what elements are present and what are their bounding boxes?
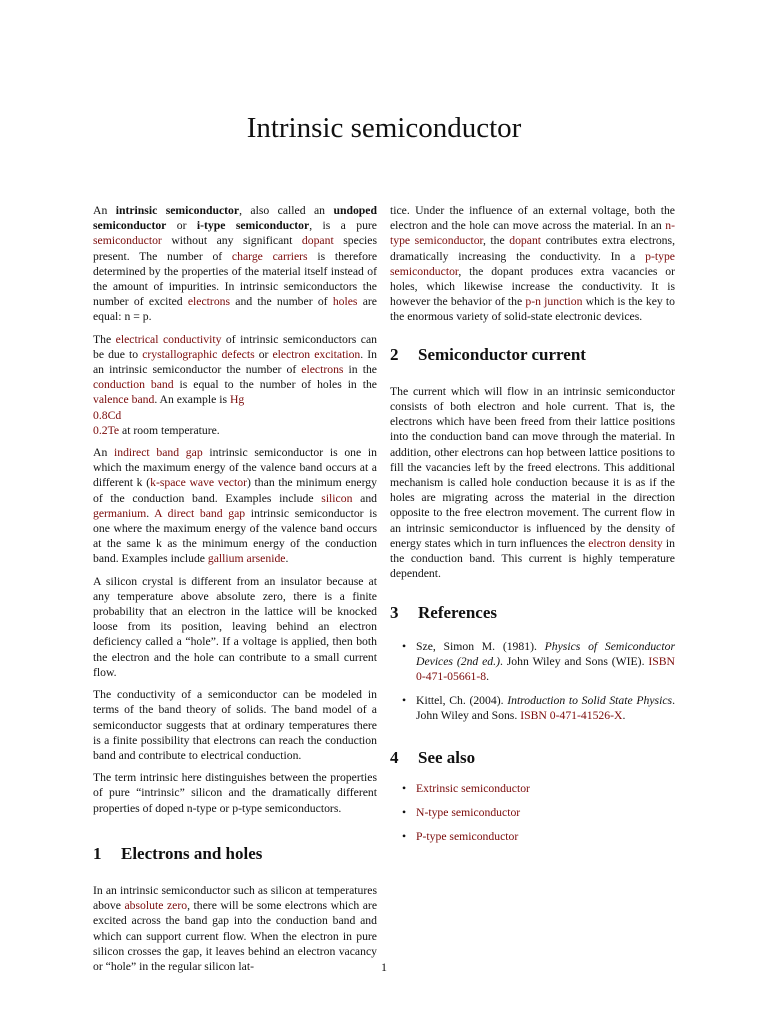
right-column [390,203,675,854]
link-electrical-conductivity[interactable]: electrical conductivity [115,332,222,346]
link-hg[interactable]: Hg [229,393,245,407]
link-absolute-zero[interactable]: absolute zero [124,899,188,913]
link-n-type-semiconductor[interactable]: N-type semiconductor [416,806,521,820]
link-conduction-band[interactable]: conduction band [93,378,174,392]
band-gap-paragraph: An indirect band gap intrinsic semiconductor is one in which the maximum energy of the valence band occurs at a different k (k-space wave vector) than the minimum energy of the conduction band. Examples include silicon and germanium. A direct band gap intrinsic semiconductor is one where the maximum energy of the valence band occurs at the same k as the minimum energy of the conduction band. Examples include gallium arsenide. [93,446,378,566]
see-also-list [390,781,675,845]
link-electron-density[interactable]: electron density [588,536,663,550]
reference-item: • Sze, Simon M. (1981). Physics of Semiconductor Devices (2nd ed.). John Wiley and Sons (WIE). ISBN 0-471-05661-8. [402,639,675,684]
link-holes[interactable]: holes [332,295,358,309]
section-heading-semiconductor-current: 2 Semiconductor current [390,344,586,364]
link-isbn[interactable]: ISBN 0-471-05661-8 [416,654,675,684]
link-charge-carriers[interactable]: charge carriers [231,249,308,263]
link-crystallographic-defects[interactable]: crystallographic defects [142,347,255,361]
link-dopant[interactable]: dopant [301,234,334,248]
bullet-icon: • [402,830,407,844]
link-electrons-2[interactable]: electrons [301,363,344,377]
link-valence-band[interactable]: valence band [93,393,155,407]
page-number: 1 [381,960,387,974]
link-isbn[interactable]: ISBN 0-471-41526-X [520,709,623,723]
section-heading-see-also: 4 See also [390,747,476,767]
document-title: Intrinsic semiconductor [246,112,522,144]
bullet-icon: • [402,781,407,795]
conductivity-paragraph: The electrical conductivity of intrinsic semiconductors can be due to crystallographic defects or electron excitation. In an intrinsic semiconductor the number of electrons in the conduction band is equal to the number of holes in the valence band. An example is Hg 0.8Cd 0.2Te at room temperature. [93,332,378,437]
bullet-icon: • [402,806,407,820]
link-cd[interactable]: 0.8Cd [93,408,122,422]
bullet-icon: • [402,694,407,708]
electrons-holes-paragraph: In an intrinsic semiconductor such as silicon at temperatures above absolute zero, there will be some electrons which are excited across the band gap into the conduction band and which can support current flow. When the electron in pure silicon crosses the gap, it leaves behind an electron vacancy or “hole” in the regular silicon lat- [93,883,378,973]
section-heading-electrons-holes: 1 Electrons and holes [93,843,263,863]
link-silicon[interactable]: silicon [321,491,353,505]
link-indirect-band-gap[interactable]: indirect band gap [113,446,203,460]
see-also-item [390,805,675,820]
link-extrinsic-semiconductor[interactable]: Extrinsic semiconductor [416,781,530,795]
intrinsic-term-paragraph: The term intrinsic here distinguishes between the properties of pure “intrinsic” silicon and the dramatically different properties of doped n-type or p-type semiconductors. [93,771,377,815]
see-also-item [390,829,675,844]
link-n-type[interactable]: n-type semiconductor [390,219,675,248]
link-electrons[interactable]: electrons [187,295,231,309]
bullet-icon: • [402,639,407,653]
silicon-crystal-paragraph: A silicon crystal is different from an insulator because at any temperature above absolute zero, there is a finite probability that an electron in the lattice will be knocked loose from its position, leaving behind an electron deficiency called a “hole”. If a voltage is applied, then both the electron and the hole can contribute to a small current flow. [93,574,377,679]
intro-paragraph: An intrinsic semiconductor, also called an undoped semiconductor or i-type semiconductor, is a pure semiconductor without any significant dopant species present. The number of charge carriers is therefore determined by the properties of the material itself instead of the amount of impurities. In intrinsic semiconductors the number of excited electrons and the number of holes are equal: n = p. [93,204,378,324]
band-model-paragraph: The conductivity of a semiconductor can be modeled in terms of the band theory of solids. The band model of a semiconductor suggests that at ordinary temperatures there is a finite possibility that electrons can reach the conduction band and contribute to electrical conduction. [93,688,377,762]
link-p-type-semiconductor[interactable]: P-type semiconductor [416,830,519,844]
link-dopant-2[interactable]: dopant [509,234,542,248]
link-te[interactable]: 0.2Te [93,423,120,437]
link-direct-band-gap[interactable]: A direct band gap [154,506,246,520]
see-also-item [390,781,675,796]
link-p-type[interactable]: p-type semiconductor [390,249,675,278]
left-column [93,203,377,981]
references-list [390,639,675,724]
link-k-space[interactable]: k-space wave vector [150,476,247,490]
link-germanium[interactable]: germanium [93,506,147,520]
reference-item: • Kittel, Ch. (2004). Introduction to Solid State Physics. John Wiley and Sons. ISBN 0-471-41526-X. [402,694,675,723]
link-electron-excitation[interactable]: electron excitation [272,347,361,361]
continuation-paragraph: tice. Under the influence of an external voltage, both the electron and the hole can move across the material. In an n-type semiconductor, the dopant contributes extra electrons, dramatically increasing the conductivity. In a p-type semiconductor, the dopant produces extra vacancies or holes, which likewise increase the conductivity. It is however the behavior of the p-n junction which is the key to the enormous variety of solid-state electronic devices. [390,204,675,324]
section-heading-references: 3 References [390,603,497,623]
link-gallium-arsenide[interactable]: gallium arsenide [207,552,286,566]
current-paragraph: The current which will flow in an intrinsic semiconductor consists of both electron and hole current. That is, the electrons which have been freed from their lattice positions into the conduction band can move through the material. In addition, other electrons can hop between lattice positions to fill the vacancies left by the freed electrons. This additional mechanism is called hole conduction because it is as if the holes are migrating across the material in the direction opposite to the free electron movement. The current flow in an intrinsic semiconductor is influenced by the density of energy states which in turn influences the electron density in the conduction band. This current is highly temperature dependent. [390,384,676,581]
link-p-n-junction[interactable]: p-n junction [525,295,583,309]
link-semiconductor[interactable]: semiconductor [93,234,162,248]
